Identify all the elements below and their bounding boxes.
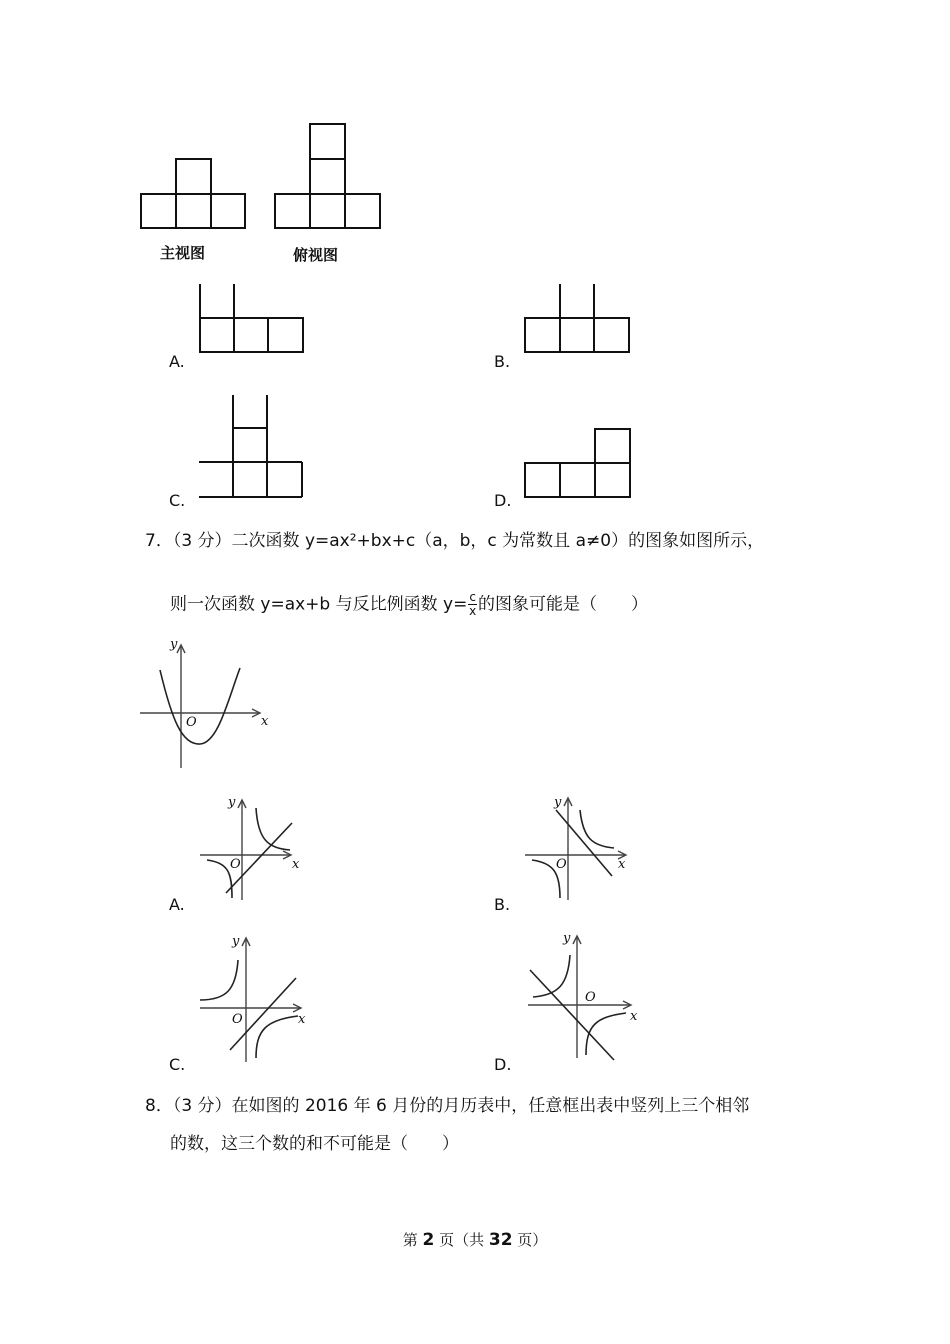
top-view-caption: 俯视图 [293,246,339,264]
option-b-x-axis-label: x [618,857,626,872]
q8-stem-line1: 8．（3 分）在如图的 2016 年 6 月份的月历表中，任意框出表中竖列上三个相邻 [145,1096,750,1116]
option-c-y-axis-label: y [232,934,240,949]
option-d-origin-label: O [585,990,596,1005]
parabola-y-axis-label: y [170,637,178,652]
option-b-origin-label: O [556,857,567,872]
q7-stem-line1: 7．（3 分）二次函数 y=ax²+bx+c（a，b，c 为常数且 a≠0）的图象如图所示， [145,531,765,551]
fraction-denominator: x [469,604,477,618]
option-a-y-axis-label: y [228,795,236,810]
q6-option-d-label[interactable]: D. [494,491,512,510]
parabola-x-axis-label: x [261,714,269,729]
q6-option-a-label[interactable]: A. [169,352,185,371]
q7-option-c-label[interactable]: C. [169,1055,186,1074]
q7-stem-line2-pre: 则一次函数 y=ax+b 与反比例函数 y= [170,594,468,615]
option-c-x-axis-label: x [298,1012,306,1027]
main-view-caption: 主视图 [160,244,206,262]
q7-option-a-label[interactable]: A. [169,895,185,914]
option-d-x-axis-label: x [630,1009,638,1024]
fraction-numerator: c [469,590,476,604]
q7-option-b-label[interactable]: B. [494,895,511,914]
footer-middle: 页（共 [434,1231,489,1249]
q7-option-d-label[interactable]: D. [494,1055,512,1074]
q7-stem-line2-post: 的图象可能是（ ） [477,594,648,615]
option-b-y-axis-label: y [554,795,562,810]
option-c-origin-label: O [232,1012,243,1027]
footer-total-pages: 32 [488,1230,513,1250]
footer-page-number: 2 [422,1230,435,1250]
footer-suffix: 页） [512,1231,548,1249]
option-a-origin-label: O [230,857,241,872]
option-a-x-axis-label: x [292,857,300,872]
q7-stem-line2 [170,591,648,618]
option-d-y-axis-label: y [563,931,571,946]
q6-option-b-label[interactable]: B. [494,352,511,371]
q6-option-c-label[interactable]: C. [169,491,186,510]
q8-stem-line2: 的数，这三个数的和不可能是（ ） [170,1134,459,1154]
parabola-origin-label: O [186,715,197,730]
fraction-c-over-x [468,591,477,618]
page-footer [0,1229,950,1250]
footer-prefix: 第 [402,1231,423,1249]
